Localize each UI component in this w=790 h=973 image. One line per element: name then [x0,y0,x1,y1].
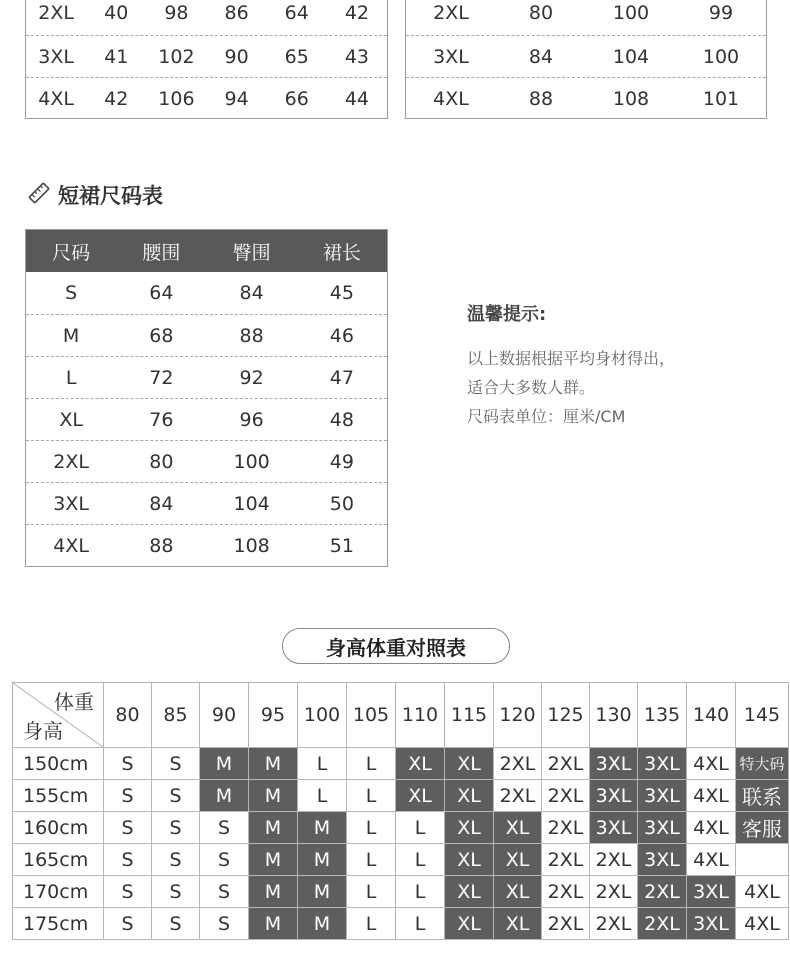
table-cell: 66 [284,87,309,110]
weight-header: 130 [590,683,638,748]
size-cell: 4XL [736,908,789,940]
column-header: 尺码 [52,241,91,264]
table-cell: 88 [149,534,174,557]
size-cell: L [347,780,396,812]
table-row [13,780,789,812]
size-cell: M [249,748,298,780]
table-cell: 80 [528,2,554,24]
table-row [26,524,387,566]
weight-header: 85 [152,683,200,748]
size-cell: L [396,908,445,940]
size-cell: S [152,844,200,876]
size-cell: L [347,908,396,940]
table-cell: 4XL [38,87,74,110]
size-cell: S [152,908,200,940]
table-cell: 45 [329,282,354,304]
column-header: 臀围 [232,241,271,264]
size-cell: XL [445,780,494,812]
size-cell: S [200,844,249,876]
table-cell: 2XL [38,2,74,24]
table-cell: 50 [329,492,354,515]
skirt-size-table [25,229,388,567]
height-header: 155cm [13,780,104,812]
size-cell: XL [445,844,494,876]
table-cell: 64 [284,2,309,24]
table-cell: 49 [329,450,354,473]
skirt-title: 短裙尺码表 [58,184,163,208]
table-cell: 86 [224,2,249,24]
table-cell: L [65,366,77,389]
table-cell: 51 [329,534,354,557]
table-cell: 64 [149,282,174,304]
table-cell: 94 [224,87,249,110]
table-cell: 4XL [433,87,469,110]
table-cell: 104 [612,45,650,68]
table-cell: 46 [329,324,354,347]
size-cell: S [104,844,152,876]
table-row [13,812,789,844]
size-cell: M [249,908,298,940]
height-header: 160cm [13,812,104,844]
table-cell: 84 [239,282,264,304]
size-cell [736,844,789,876]
table-row [26,314,387,356]
table-row [13,908,789,940]
table-row [406,35,766,77]
size-cell: M [249,876,298,908]
table-cell: 72 [149,366,174,389]
tips-line: 适合大多数人群。 [467,378,596,397]
size-cell: 3XL [638,812,687,844]
size-cell: M [298,876,347,908]
tips-title: 温馨提示: [467,304,547,325]
size-cell: 2XL [542,780,590,812]
size-cell: 2XL [590,908,638,940]
size-cell: S [104,908,152,940]
table-cell: 84 [528,45,554,68]
size-cell: L [298,780,347,812]
size-cell: 4XL [687,844,736,876]
table-cell: 65 [284,45,309,68]
size-cell: L [347,876,396,908]
size-cell: XL [445,876,494,908]
table-cell: 88 [528,87,554,110]
tips-line: 以上数据根据平均身材得出， [467,349,676,368]
table-row [26,272,387,314]
table-cell: 44 [344,87,370,110]
corner-cell [13,683,104,748]
size-cell: 3XL [638,844,687,876]
table-row [26,482,387,524]
table-cell: 68 [149,324,174,347]
size-cell: 2XL [542,748,590,780]
size-cell: 4XL [687,748,736,780]
size-cell: S [200,908,249,940]
table-row [406,0,766,35]
table-cell: S [65,282,78,304]
size-cell: S [200,876,249,908]
table-row [13,748,789,780]
size-cell: 2XL [542,876,590,908]
weight-header: 95 [249,683,298,748]
weight-header: 100 [298,683,347,748]
weight-label: 体重 [54,690,94,714]
size-cell: M [200,748,249,780]
size-cell: M [200,780,249,812]
column-header: 裙长 [322,241,361,264]
weight-header: 135 [638,683,687,748]
size-cell: M [249,780,298,812]
tips-line: 尺码表单位：厘米/CM [467,407,626,426]
table-cell: 108 [233,534,270,557]
size-cell: 4XL [687,812,736,844]
size-cell: M [298,844,347,876]
table-row [26,398,387,440]
size-cell: XL [396,748,445,780]
tips-box [467,300,675,431]
ruler-icon [28,182,50,208]
table-cell: 88 [239,324,264,347]
table-row [13,844,789,876]
table-cell: M [62,324,80,347]
table-row [26,440,387,482]
table-cell: 41 [104,45,129,68]
table-cell: 100 [233,450,270,473]
size-cell: L [396,876,445,908]
table-cell: 92 [239,366,264,389]
table-row [26,356,387,398]
height-header: 175cm [13,908,104,940]
height-weight-table [12,682,789,940]
table-cell: 108 [612,87,650,110]
table-cell: 100 [702,45,740,68]
size-cell: S [152,876,200,908]
weight-header: 115 [445,683,494,748]
size-cell: 2XL [494,748,542,780]
size-cell: L [347,748,396,780]
size-cell: M [298,812,347,844]
top-left-size-table [25,0,388,119]
skirt-table-header [26,230,387,272]
weight-header: 145 [736,683,789,748]
size-cell: S [104,876,152,908]
size-cell: L [298,748,347,780]
size-cell: XL [445,812,494,844]
size-cell: L [396,844,445,876]
table-cell: 40 [104,2,129,24]
table-cell: 47 [329,366,354,389]
weight-header: 90 [200,683,249,748]
size-cell: 3XL [638,780,687,812]
size-cell: S [104,748,152,780]
table-cell: 99 [708,2,734,24]
table-row [26,35,387,77]
height-label: 身高 [23,719,63,743]
size-cell: L [347,844,396,876]
table-cell: 42 [104,87,129,110]
size-cell: 2XL [542,844,590,876]
size-cell: 3XL [638,748,687,780]
table-cell: 4XL [53,534,89,557]
size-cell: 2XL [638,876,687,908]
size-cell: 4XL [687,780,736,812]
top-right-size-table [405,0,767,119]
weight-header: 110 [396,683,445,748]
size-cell: XL [494,812,542,844]
size-cell: S [104,780,152,812]
table-cell: 80 [149,450,174,473]
size-cell: 3XL [590,812,638,844]
size-cell: XL [396,780,445,812]
size-cell: 2XL [590,876,638,908]
size-cell: S [152,748,200,780]
table-cell: 42 [344,2,370,24]
height-weight-title: 身高体重对照表 [282,628,510,664]
weight-header: 125 [542,683,590,748]
table-cell: 48 [329,408,354,431]
size-cell: XL [494,876,542,908]
table-cell: 2XL [53,450,89,473]
table-cell: 102 [158,45,195,68]
size-cell: M [249,812,298,844]
size-cell: L [347,812,396,844]
weight-header: 105 [347,683,396,748]
table-row [406,77,766,119]
size-cell: 客服 [736,812,789,844]
column-header: 腰围 [142,241,181,264]
size-cell: 3XL [590,780,638,812]
size-cell: XL [494,908,542,940]
size-cell: L [396,812,445,844]
table-row [13,876,789,908]
height-header: 150cm [13,748,104,780]
table-cell: 101 [702,87,740,110]
size-cell: S [200,812,249,844]
table-cell: 96 [239,408,264,431]
size-cell: M [298,908,347,940]
size-cell: 2XL [542,908,590,940]
size-cell: 2XL [494,780,542,812]
size-cell: M [249,844,298,876]
size-cell: 4XL [736,876,789,908]
table-row [26,77,387,119]
size-cell: 联系 [736,780,789,812]
table-row [26,0,387,35]
table-cell: 2XL [433,2,469,24]
table-cell: 100 [612,2,650,24]
size-cell: XL [445,748,494,780]
size-cell: XL [494,844,542,876]
weight-header: 80 [104,683,152,748]
size-cell: 3XL [590,748,638,780]
table-cell: 90 [224,45,249,68]
size-cell: S [104,812,152,844]
weight-header: 120 [494,683,542,748]
size-cell: 2XL [638,908,687,940]
size-cell: 3XL [687,908,736,940]
table-cell: 3XL [53,492,89,515]
table-cell: 3XL [38,45,74,68]
size-cell: 特大码 [736,748,789,780]
weight-header: 140 [687,683,736,748]
table-cell: 3XL [433,45,469,68]
table-cell: 104 [233,492,270,515]
table-cell: 84 [149,492,174,515]
height-header: 165cm [13,844,104,876]
table-cell: 106 [158,87,195,110]
table-cell: XL [59,408,83,431]
table-cell: 98 [164,2,189,24]
size-cell: S [152,812,200,844]
skirt-section-title [28,180,163,210]
size-cell: S [152,780,200,812]
table-cell: 76 [149,408,174,431]
size-cell: 2XL [542,812,590,844]
height-header: 170cm [13,876,104,908]
size-cell: XL [445,908,494,940]
size-cell: 2XL [590,844,638,876]
size-cell: 3XL [687,876,736,908]
table-cell: 43 [344,45,370,68]
